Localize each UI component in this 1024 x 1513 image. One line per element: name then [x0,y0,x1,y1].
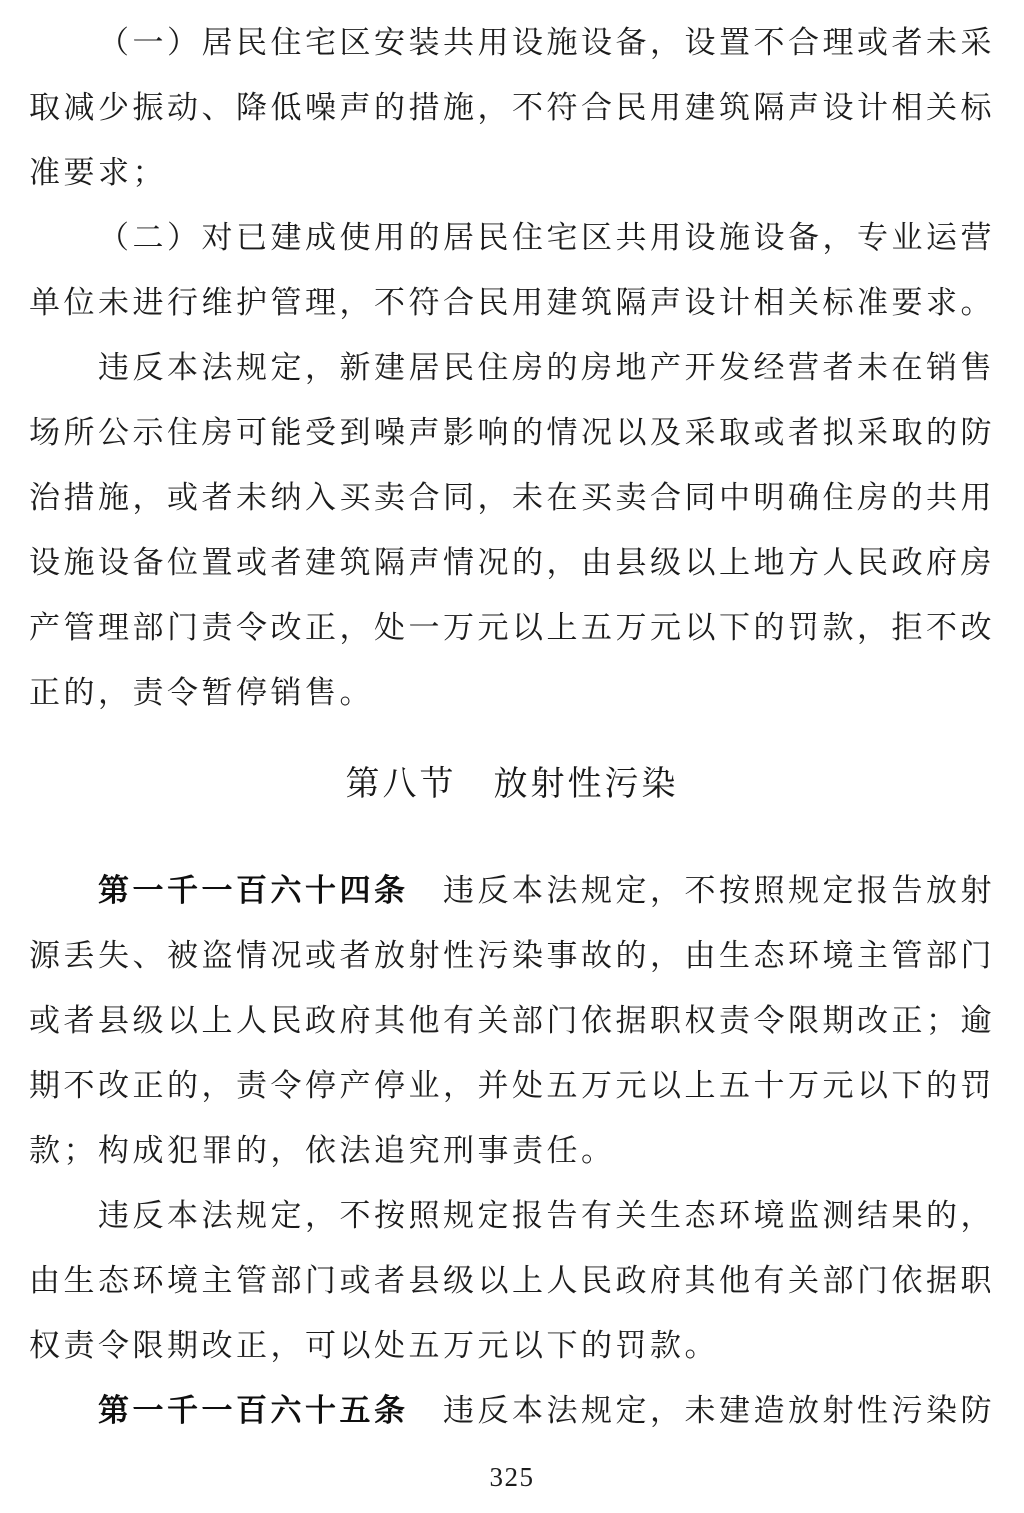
line-text: 违反本法规定，新建居民住房的房地产开发经营者未在销售 [98,350,995,385]
line-text: 准要求； [29,155,167,190]
text-line [29,335,995,400]
text-line [29,465,995,530]
text-line [29,923,995,988]
text-line [29,858,995,923]
article-number: 第一千一百六十四条 [98,873,409,908]
text-line [29,205,995,270]
line-text: （二）对已建成使用的居民住宅区共用设施设备，专业运营 [98,220,995,255]
text-line [29,530,995,595]
text-line [29,1053,995,1118]
line-text: 违反本法规定，不按照规定报告有关生态环境监测结果的， [98,1198,995,1233]
text-line [29,1378,995,1443]
line-text: 产管理部门责令改正，处一万元以上五万元以下的罚款，拒不改 [29,610,995,645]
line-text: 款；构成犯罪的，依法追究刑事责任。 [29,1133,616,1168]
text-line [29,988,995,1053]
text-line [29,140,995,205]
line-text: 源丢失、被盗情况或者放射性污染事故的，由生态环境主管部门 [29,938,995,973]
line-text: 正的，责令暂停销售。 [29,675,374,710]
text-line [29,595,995,660]
article-number: 第一千一百六十五条 [98,1393,409,1428]
text-line [29,400,995,465]
text-line [29,660,995,725]
line-text: 由生态环境主管部门或者县级以上人民政府其他有关部门依据职 [29,1263,995,1298]
line-text: 权责令限期改正，可以处五万元以下的罚款。 [29,1328,719,1363]
line-text: 或者县级以上人民政府其他有关部门依据职权责令限期改正；逾 [29,1003,995,1038]
page-number: 325 [489,1462,535,1492]
line-text: 违反本法规定，不按照规定报告放射 [408,873,995,908]
section-heading: 第八节 放射性污染 [345,766,679,803]
text-line [29,1118,995,1183]
line-text: 单位未进行维护管理，不符合民用建筑隔声设计相关标准要求。 [29,285,995,320]
line-text: 设施设备位置或者建筑隔声情况的，由县级以上地方人民政府房 [29,545,995,580]
text-line [29,1248,995,1313]
line-text: 期不改正的，责令停产停业，并处五万元以上五十万元以下的罚 [29,1068,995,1103]
line-text: （一）居民住宅区安装共用设施设备，设置不合理或者未采 [98,25,995,60]
text-line [29,1313,995,1378]
book-page [29,10,995,1497]
text-line [29,1183,995,1248]
text-line [29,75,995,140]
line-text: 治措施，或者未纳入买卖合同，未在买卖合同中明确住房的共用 [29,480,995,515]
line-text: 取减少振动、降低噪声的措施，不符合民用建筑隔声设计相关标 [29,90,995,125]
line-text: 违反本法规定，未建造放射性污染防 [408,1393,995,1428]
text-line [29,270,995,335]
line-text: 场所公示住房可能受到噪声影响的情况以及采取或者拟采取的防 [29,415,995,450]
text-line [29,10,995,75]
